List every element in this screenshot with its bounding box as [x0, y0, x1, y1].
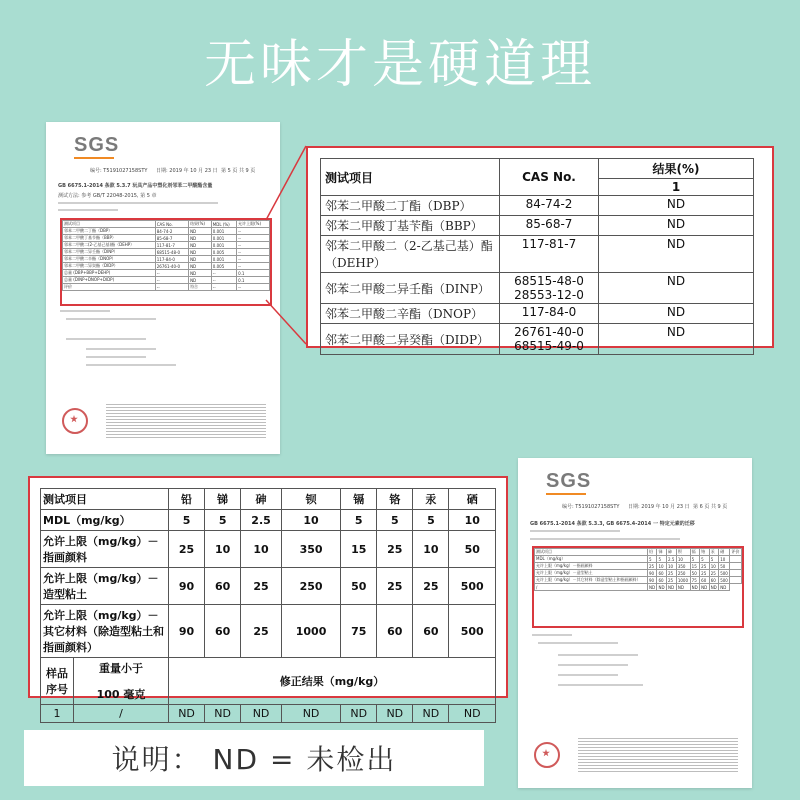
mini-table-cell: 邻苯二甲酸二异壬酯（DINP）: [63, 249, 156, 256]
limit-row: [41, 531, 496, 568]
table-row: [321, 216, 754, 236]
mini-table-row: [63, 249, 270, 256]
mini-table-cell: 允许上限(%): [237, 221, 270, 228]
mini-table-cell: 0.1: [237, 270, 270, 277]
mini-table-cell: 25: [700, 563, 710, 570]
value-cell: 10: [281, 510, 340, 531]
mini-table-cell: 60: [709, 577, 719, 584]
value-cell: 镉: [341, 489, 377, 510]
table-row: [321, 324, 754, 355]
mini-table-cell: 75: [690, 577, 700, 584]
row-label: 允许上限（mg/kg）－指画颜料: [41, 531, 169, 568]
mini-table-row: [535, 570, 742, 577]
mini-table-cell: 评价: [730, 549, 742, 556]
result-cell: ND: [281, 705, 340, 723]
mini-table-cell: --: [237, 256, 270, 263]
mini-table-cell: 邻苯二甲酸二辛酯（DNOP）: [63, 256, 156, 263]
header-row: [41, 489, 496, 510]
header-result: 结果(%): [599, 159, 754, 179]
page-number: 第 6 页 共 9 页: [693, 504, 728, 510]
phthalate-mini-table: [60, 218, 272, 306]
value-cell: 90: [169, 568, 205, 605]
mini-table-row: [535, 577, 742, 584]
text-line: [532, 634, 572, 636]
text-line: [530, 538, 680, 540]
mini-table-cell: ND: [189, 270, 212, 277]
mini-table-cell: 测试项目: [63, 221, 156, 228]
mini-table-cell: 硒: [719, 549, 730, 556]
result-cell: ND: [599, 324, 754, 355]
value-cell: 锑: [205, 489, 241, 510]
mini-table-row: [63, 284, 270, 291]
mini-table-cell: [730, 577, 742, 584]
value-cell: 60: [377, 605, 413, 658]
value-cell: 60: [413, 605, 449, 658]
mini-table-cell: ND: [189, 242, 212, 249]
mini-table-cell: --: [155, 277, 188, 284]
mini-table-row: [63, 242, 270, 249]
sample-row: [41, 705, 496, 723]
value-cell: 10: [449, 510, 496, 531]
mini-table-cell: ND: [658, 584, 665, 590]
mini-table-cell: ND: [189, 228, 212, 235]
sgs-logo: SGS: [546, 470, 592, 492]
value-cell: 50: [449, 531, 496, 568]
mini-table-row: [63, 235, 270, 242]
value-cell: 2.5: [241, 510, 282, 531]
mini-table-cell: 500: [719, 577, 730, 584]
cas-cell: 85-68-7: [500, 216, 599, 236]
mini-table-cell: 5: [647, 556, 657, 563]
mini-table-cell: 符合: [189, 284, 212, 291]
page-number: 第 5 页 共 9 页: [221, 168, 256, 174]
mini-table-cell: --: [211, 277, 236, 284]
text-line: [66, 318, 156, 320]
mini-table-cell: 117-81-7: [155, 242, 188, 249]
text-line: [530, 530, 620, 532]
mini-table-cell: --: [211, 284, 236, 291]
mini-table-row: [63, 228, 270, 235]
table-row: [321, 236, 754, 273]
value-cell: 5: [205, 510, 241, 531]
mini-table-cell: 镉: [690, 549, 700, 556]
mini-table-row: [63, 263, 270, 270]
mini-table-cell: 350: [676, 563, 690, 570]
mini-table-cell: 5: [690, 556, 700, 563]
value-cell: 60: [205, 605, 241, 658]
mini-table-cell: 25: [700, 570, 710, 577]
text-line: [558, 684, 643, 686]
text-line: [558, 674, 618, 676]
mini-table-cell: 25: [709, 570, 719, 577]
result-cell: ND: [599, 304, 754, 324]
value-cell: 10: [241, 531, 282, 568]
mini-table-row: [535, 556, 742, 563]
mini-table-row: [63, 270, 270, 277]
sgs-seal-icon: [62, 408, 88, 434]
row-label: 允许上限（mg/kg）－其它材料（除造型粘土和指画颜料）: [41, 605, 169, 658]
item-cell: 邻苯二甲酸二异壬酯（DINP）: [321, 273, 500, 304]
result-cell: ND: [205, 705, 241, 723]
mini-table-cell: ND: [189, 256, 212, 263]
mini-table-cell: 10: [657, 563, 667, 570]
mini-table-cell: 允许上限（mg/kg）－其它材料（除造型粘土和指画颜料）: [535, 577, 648, 584]
mini-table-cell: --: [237, 235, 270, 242]
text-line: [58, 209, 118, 211]
mini-table-cell: 10: [719, 556, 730, 563]
cas-cell: 117-81-7: [500, 236, 599, 273]
mini-table-cell: 5: [709, 556, 719, 563]
text-line: [86, 356, 146, 358]
mini-table-cell: 10: [667, 563, 677, 570]
mini-table-cell: 26761-40-0: [155, 263, 188, 270]
mini-table-cell: 5: [657, 556, 667, 563]
mini-table-cell: 15: [690, 563, 700, 570]
mini-table-cell: 评价: [63, 284, 156, 291]
row-label: MDL（mg/kg）: [41, 510, 169, 531]
mini-table-cell: 25: [647, 563, 657, 570]
mini-table-cell: 铅: [647, 549, 657, 556]
value-cell: 25: [377, 531, 413, 568]
mini-table-cell: MDL（mg/kg）: [535, 556, 648, 563]
mini-table-cell: 0.001: [211, 235, 236, 242]
mini-table-cell: 68515-48-0: [155, 249, 188, 256]
limit-row: [41, 605, 496, 658]
value-cell: 25: [169, 531, 205, 568]
mini-table-cell: 90: [647, 577, 657, 584]
value-cell: 铅: [169, 489, 205, 510]
section-heading: GB 6675.1-2014 条款 5.3.3, GB 6675.4-2014 一 特定元素的迁移: [530, 521, 695, 527]
mini-table-cell: 60: [657, 570, 667, 577]
mini-table-cell: [730, 563, 742, 570]
mini-table-row: [63, 221, 270, 228]
page-title: 无味才是硬道理: [203, 35, 596, 95]
mini-table-cell: ND: [710, 584, 717, 590]
mini-table-cell: 2.5: [668, 556, 675, 562]
mini-table-cell: 0.001: [211, 242, 236, 249]
mini-table-cell: --: [155, 284, 188, 291]
result-cell: ND: [599, 196, 754, 216]
mini-table-cell: 10: [676, 556, 690, 563]
mini-table-cell: 1000: [676, 577, 690, 584]
mini-table-cell: CAS No.: [155, 221, 188, 228]
fine-print: [578, 738, 738, 772]
result-cell: ND: [449, 705, 496, 723]
limit-row: [41, 568, 496, 605]
cas-cell: 68515-48-0 28553-12-0: [500, 273, 599, 304]
value-cell: 500: [449, 568, 496, 605]
metal-mini-table: [532, 546, 744, 628]
value-cell: 5: [377, 510, 413, 531]
mini-table-cell: ND: [189, 249, 212, 256]
weight-value: 100 毫克: [96, 688, 146, 701]
value-cell: 硒: [449, 489, 496, 510]
item-cell: 邻苯二甲酸二丁酯（DBP）: [321, 196, 500, 216]
cas-cell: 117-84-0: [500, 304, 599, 324]
mini-table-cell: 90: [647, 570, 657, 577]
logo-underline: [546, 493, 586, 495]
text-line: [58, 202, 218, 204]
mini-table-cell: ND: [189, 263, 212, 270]
sample-no-header: 样品序号: [41, 658, 74, 705]
mini-table-cell: 5: [700, 556, 710, 563]
mini-table-cell: 25: [667, 570, 677, 577]
value-cell: 钡: [281, 489, 340, 510]
phthalate-zoom-table: [306, 146, 774, 353]
mini-table-cell: --: [211, 270, 236, 277]
mini-table-cell: 50: [690, 570, 700, 577]
mini-table-cell: 总量 (DBP+BBP+DEHP): [63, 270, 156, 277]
mini-table-row: [535, 549, 742, 556]
value-cell: 5: [169, 510, 205, 531]
mini-table-row: [63, 256, 270, 263]
value-cell: 5: [341, 510, 377, 531]
value-cell: 1000: [281, 605, 340, 658]
value-cell: 25: [241, 568, 282, 605]
table-row: [321, 304, 754, 324]
value-cell: 砷: [241, 489, 282, 510]
weight-label: 重量小于: [99, 662, 143, 675]
cas-cell: 26761-40-0 68515-49-0: [500, 324, 599, 355]
mini-table-cell: 0.1: [237, 277, 270, 284]
mini-table-cell: --: [237, 242, 270, 249]
item-cell: 邻苯二甲酸二（2-乙基己基）酯（DEHP）: [321, 236, 500, 273]
text-line: [86, 348, 156, 350]
header-cas: CAS No.: [500, 159, 599, 196]
mini-table-cell: 邻苯二甲酸二丁酯（DBP）: [63, 228, 156, 235]
mini-table-cell: 汞: [709, 549, 719, 556]
mini-table-cell: ND: [189, 277, 212, 284]
value-cell: 汞: [413, 489, 449, 510]
item-cell: 邻苯二甲酸二异癸酯（DIDP）: [321, 324, 500, 355]
mini-table-cell: 铬: [700, 549, 710, 556]
mini-table-cell: ND: [701, 584, 708, 590]
mini-table-cell: 邻苯二甲酸丁基苄酯（BBP）: [63, 235, 156, 242]
mini-table-cell: [730, 570, 742, 577]
mini-table-cell: 测试项目: [535, 549, 648, 556]
text-line: [538, 642, 618, 644]
result-cell: ND: [241, 705, 282, 723]
mini-table-cell: 0.005: [211, 249, 236, 256]
mdl-row: [41, 510, 496, 531]
sample-header-row: [41, 658, 496, 705]
mini-table-cell: --: [155, 270, 188, 277]
mini-table-cell: 钡: [676, 549, 690, 556]
mini-table-cell: 0.001: [211, 256, 236, 263]
mini-table-cell: --: [237, 249, 270, 256]
value-cell: 25: [413, 568, 449, 605]
text-line: [558, 654, 638, 656]
row-label: 允许上限（mg/kg）－造型粘土: [41, 568, 169, 605]
report-number: 编号: T5191027158STY: [90, 168, 148, 174]
section-heading: GB 6675.1-2014 条款 5.3.7 玩具产品中塑化剂邻苯二甲酸酯含量: [58, 183, 213, 189]
value-cell: 15: [341, 531, 377, 568]
mini-table-cell: 50: [719, 563, 730, 570]
header-result-sub: 1: [599, 179, 754, 196]
heavy-metal-zoom-table: [28, 476, 508, 720]
mini-table-cell: 允许上限（mg/kg）－造型粘土: [535, 570, 648, 577]
mini-table-cell: 邻苯二甲酸二(2-乙基己基)酯（DEHP）: [63, 242, 156, 249]
mini-table-cell: 结果(%): [189, 221, 212, 228]
mini-table-cell: 0.001: [211, 228, 236, 235]
mini-table-cell: 邻苯二甲酸二异癸酯（DIDP）: [63, 263, 156, 270]
mini-table-cell: 500: [719, 570, 730, 577]
report-page-2: [518, 458, 752, 788]
mini-table-cell: ND: [667, 584, 677, 591]
sgs-seal-icon: [534, 742, 560, 768]
mini-table-cell: 60: [700, 577, 710, 584]
mini-table-cell: 砷: [667, 549, 677, 556]
value-cell: 60: [205, 568, 241, 605]
mini-table-cell: 允许上限（mg/kg）－指画颜料: [535, 563, 648, 570]
mini-table-cell: ND: [676, 584, 690, 591]
result-cell: ND: [599, 216, 754, 236]
text-line: [66, 338, 146, 340]
mini-table-cell: MDL (%): [211, 221, 236, 228]
mini-table-cell: 84-74-2: [155, 228, 188, 235]
row-label: 测试项目: [41, 489, 169, 510]
result-cell: ND: [599, 273, 754, 304]
mini-table-cell: ND: [189, 235, 212, 242]
mini-table-cell: 0.005: [211, 263, 236, 270]
result-cell: ND: [413, 705, 449, 723]
value-cell: 25: [377, 568, 413, 605]
value-cell: 90: [169, 605, 205, 658]
value-cell: 250: [281, 568, 340, 605]
result-cell: ND: [377, 705, 413, 723]
value-cell: 75: [341, 605, 377, 658]
report-date: 日期: 2019 年 10 月 23 日: [628, 504, 690, 510]
mini-table-cell: 60: [657, 577, 667, 584]
mini-table-row: [535, 584, 742, 591]
item-cell: 邻苯二甲酸二辛酯（DNOP）: [321, 304, 500, 324]
value-cell: 5: [413, 510, 449, 531]
result-header: 修正结果（mg/kg）: [169, 658, 496, 705]
item-cell: 邻苯二甲酸丁基苄酯（BBP）: [321, 216, 500, 236]
value-cell: 10: [205, 531, 241, 568]
test-method: 测试方法: 参考 GB/T 22048-2015, 第 5 章: [58, 193, 157, 199]
value-cell: 10: [413, 531, 449, 568]
mini-table-cell: 锑: [657, 549, 667, 556]
report-page-1: [46, 122, 280, 454]
mini-table-cell: --: [237, 228, 270, 235]
sgs-logo: SGS: [74, 134, 120, 156]
mini-table-cell: ND: [719, 584, 730, 591]
value-cell: 25: [241, 605, 282, 658]
report-number: 编号: T5191027158STY: [562, 504, 620, 510]
text-line: [558, 664, 628, 666]
value-cell: 50: [341, 568, 377, 605]
mini-table-row: [63, 277, 270, 284]
mini-table-cell: 250: [676, 570, 690, 577]
mini-table-cell: --: [237, 284, 270, 291]
mini-table-cell: ND: [691, 584, 698, 590]
mini-table-cell: 85-68-7: [155, 235, 188, 242]
sample-no: 1: [41, 705, 74, 723]
mini-table-cell: /: [535, 584, 648, 591]
legend-note: 说明： ND = 未检出: [24, 730, 484, 786]
value-cell: 铬: [377, 489, 413, 510]
value-cell: 500: [449, 605, 496, 658]
text-line: [86, 364, 176, 366]
mini-table-cell: 总量 (DINP+DNOP+DIDP): [63, 277, 156, 284]
mini-table-row: [535, 563, 742, 570]
value-cell: 350: [281, 531, 340, 568]
result-cell: ND: [341, 705, 377, 723]
cas-cell: 84-74-2: [500, 196, 599, 216]
header-item: 测试项目: [321, 159, 500, 196]
sample-weight: /: [74, 705, 169, 723]
result-cell: ND: [169, 705, 205, 723]
mini-table-cell: --: [237, 263, 270, 270]
report-date: 日期: 2019 年 10 月 23 日: [156, 168, 218, 174]
text-line: [60, 310, 110, 312]
logo-underline: [74, 157, 114, 159]
mini-table-cell: ND: [648, 584, 656, 590]
table-row: [321, 273, 754, 304]
mini-table-cell: 25: [667, 577, 677, 584]
mini-table-cell: 117-84-0: [155, 256, 188, 263]
weight-header: [74, 658, 169, 705]
result-cell: ND: [599, 236, 754, 273]
mini-table-cell: 10: [709, 563, 719, 570]
fine-print: [106, 404, 266, 438]
table-row: [321, 196, 754, 216]
mini-table-cell: [730, 556, 742, 563]
